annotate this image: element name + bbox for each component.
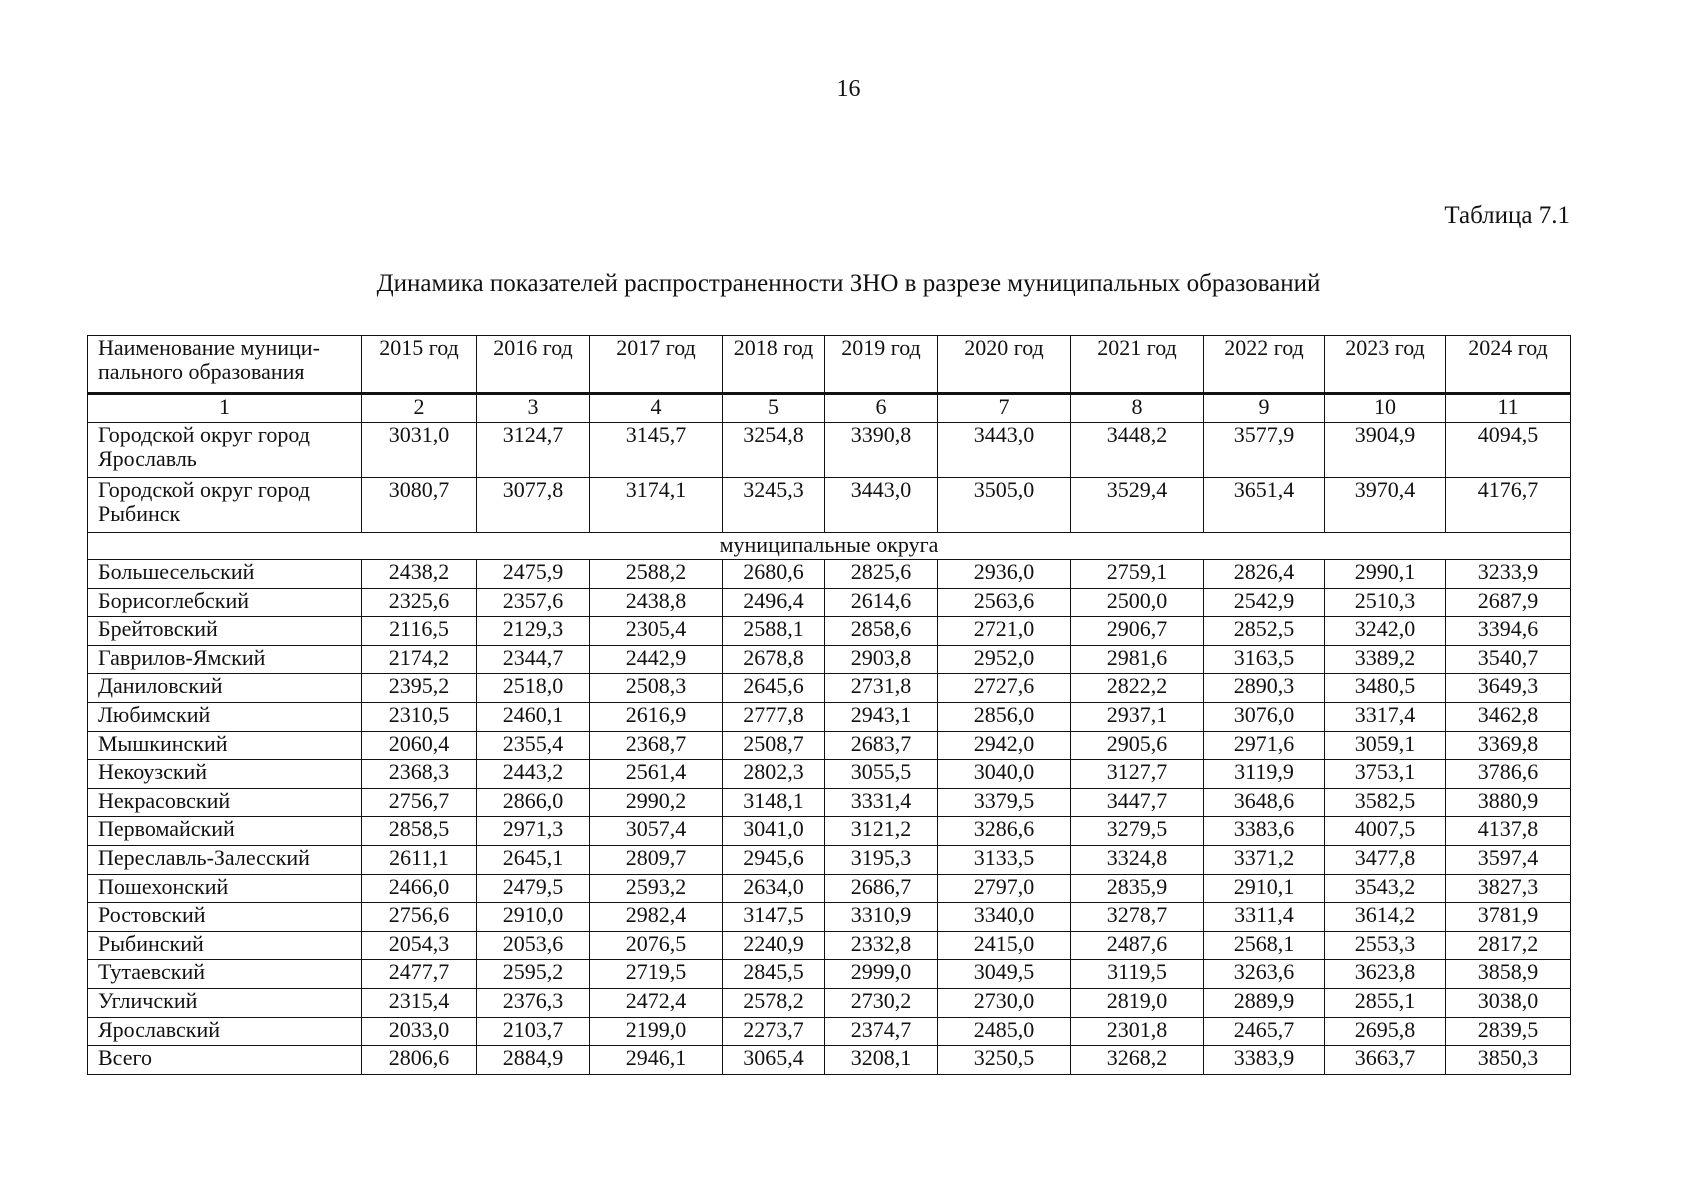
value-cell: 3394,6 bbox=[1446, 617, 1571, 646]
value-cell: 3577,9 bbox=[1204, 423, 1325, 478]
column-number-cell: 1 bbox=[88, 394, 362, 423]
table-row bbox=[88, 702, 1571, 731]
value-cell: 3208,1 bbox=[825, 1046, 938, 1075]
value-cell: 2518,0 bbox=[477, 674, 590, 703]
table-row bbox=[88, 874, 1571, 903]
value-cell: 3383,6 bbox=[1204, 817, 1325, 846]
value-cell: 3242,0 bbox=[1325, 617, 1446, 646]
value-cell: 3145,7 bbox=[590, 423, 723, 478]
table-row bbox=[88, 423, 1571, 478]
value-cell: 2438,8 bbox=[590, 588, 723, 617]
value-cell: 2721,0 bbox=[938, 617, 1071, 646]
value-cell: 2240,9 bbox=[723, 931, 825, 960]
value-cell: 2858,6 bbox=[825, 617, 938, 646]
value-cell: 3310,9 bbox=[825, 903, 938, 932]
value-cell: 3383,9 bbox=[1204, 1046, 1325, 1075]
prevalence-table bbox=[87, 335, 1571, 1075]
value-cell: 2588,1 bbox=[723, 617, 825, 646]
column-number-cell: 2 bbox=[362, 394, 477, 423]
value-cell: 2273,7 bbox=[723, 1017, 825, 1046]
value-cell: 2508,7 bbox=[723, 731, 825, 760]
value-cell: 2357,6 bbox=[477, 588, 590, 617]
value-cell: 2730,2 bbox=[825, 988, 938, 1017]
value-cell: 3163,5 bbox=[1204, 645, 1325, 674]
value-cell: 2719,5 bbox=[590, 960, 723, 989]
value-cell: 2946,1 bbox=[590, 1046, 723, 1075]
value-cell: 3286,6 bbox=[938, 817, 1071, 846]
value-cell: 3324,8 bbox=[1071, 845, 1204, 874]
value-cell: 3124,7 bbox=[477, 423, 590, 478]
municipality-name: Любимский bbox=[88, 702, 362, 731]
value-cell: 2443,2 bbox=[477, 760, 590, 789]
value-cell: 2054,3 bbox=[362, 931, 477, 960]
municipality-name: Рыбинский bbox=[88, 931, 362, 960]
table-row bbox=[88, 674, 1571, 703]
municipality-name: Городской округ город Рыбинск bbox=[88, 478, 362, 533]
value-cell: 2508,3 bbox=[590, 674, 723, 703]
value-cell: 3311,4 bbox=[1204, 903, 1325, 932]
header-year: 2022 год bbox=[1204, 336, 1325, 394]
value-cell: 2730,0 bbox=[938, 988, 1071, 1017]
value-cell: 2438,2 bbox=[362, 560, 477, 589]
value-cell: 2756,6 bbox=[362, 903, 477, 932]
value-cell: 2368,3 bbox=[362, 760, 477, 789]
value-cell: 3065,4 bbox=[723, 1046, 825, 1075]
page-number: 16 bbox=[836, 76, 861, 102]
value-cell: 2053,6 bbox=[477, 931, 590, 960]
table-row bbox=[88, 1046, 1571, 1075]
value-cell: 3254,8 bbox=[723, 423, 825, 478]
value-cell: 3443,0 bbox=[938, 423, 1071, 478]
value-cell: 2588,2 bbox=[590, 560, 723, 589]
value-cell: 3121,2 bbox=[825, 817, 938, 846]
value-cell: 2835,9 bbox=[1071, 874, 1204, 903]
value-cell: 3268,2 bbox=[1071, 1046, 1204, 1075]
value-cell: 2806,6 bbox=[362, 1046, 477, 1075]
value-cell: 3786,6 bbox=[1446, 760, 1571, 789]
table-row bbox=[88, 760, 1571, 789]
table-row bbox=[88, 845, 1571, 874]
table-row bbox=[88, 645, 1571, 674]
value-cell: 2982,4 bbox=[590, 903, 723, 932]
value-cell: 3582,5 bbox=[1325, 788, 1446, 817]
value-cell: 2903,8 bbox=[825, 645, 938, 674]
value-cell: 2614,6 bbox=[825, 588, 938, 617]
value-cell: 2485,0 bbox=[938, 1017, 1071, 1046]
value-cell: 2845,5 bbox=[723, 960, 825, 989]
value-cell: 3041,0 bbox=[723, 817, 825, 846]
table-row bbox=[88, 1017, 1571, 1046]
column-number-cell: 7 bbox=[938, 394, 1071, 423]
value-cell: 3651,4 bbox=[1204, 478, 1325, 533]
value-cell: 2578,2 bbox=[723, 988, 825, 1017]
value-cell: 2442,9 bbox=[590, 645, 723, 674]
value-cell: 2910,1 bbox=[1204, 874, 1325, 903]
value-cell: 2952,0 bbox=[938, 645, 1071, 674]
value-cell: 2344,7 bbox=[477, 645, 590, 674]
value-cell: 2819,0 bbox=[1071, 988, 1204, 1017]
value-cell: 2332,8 bbox=[825, 931, 938, 960]
value-cell: 2905,6 bbox=[1071, 731, 1204, 760]
municipality-name: Городской округ город Ярославль bbox=[88, 423, 362, 478]
value-cell: 2890,3 bbox=[1204, 674, 1325, 703]
value-cell: 2999,0 bbox=[825, 960, 938, 989]
value-cell: 3529,4 bbox=[1071, 478, 1204, 533]
value-cell: 2563,6 bbox=[938, 588, 1071, 617]
value-cell: 3505,0 bbox=[938, 478, 1071, 533]
value-cell: 2593,2 bbox=[590, 874, 723, 903]
value-cell: 2301,8 bbox=[1071, 1017, 1204, 1046]
value-cell: 2611,1 bbox=[362, 845, 477, 874]
value-cell: 2866,0 bbox=[477, 788, 590, 817]
municipality-name: Пошехонский bbox=[88, 874, 362, 903]
value-cell: 2797,0 bbox=[938, 874, 1071, 903]
value-cell: 3279,5 bbox=[1071, 817, 1204, 846]
value-cell: 3858,9 bbox=[1446, 960, 1571, 989]
value-cell: 2033,0 bbox=[362, 1017, 477, 1046]
municipality-name: Всего bbox=[88, 1046, 362, 1075]
value-cell: 3827,3 bbox=[1446, 874, 1571, 903]
value-cell: 3055,5 bbox=[825, 760, 938, 789]
value-cell: 2858,5 bbox=[362, 817, 477, 846]
column-number-cell: 5 bbox=[723, 394, 825, 423]
value-cell: 3038,0 bbox=[1446, 988, 1571, 1017]
header-year: 2019 год bbox=[825, 336, 938, 394]
value-cell: 3250,5 bbox=[938, 1046, 1071, 1075]
value-cell: 3649,3 bbox=[1446, 674, 1571, 703]
value-cell: 2368,7 bbox=[590, 731, 723, 760]
value-cell: 2825,6 bbox=[825, 560, 938, 589]
value-cell: 2936,0 bbox=[938, 560, 1071, 589]
value-cell: 2945,6 bbox=[723, 845, 825, 874]
header-name-column: Наименование муници- пального образования bbox=[88, 336, 362, 394]
value-cell: 2465,7 bbox=[1204, 1017, 1325, 1046]
value-cell: 3371,2 bbox=[1204, 845, 1325, 874]
table-row bbox=[88, 788, 1571, 817]
value-cell: 2683,7 bbox=[825, 731, 938, 760]
value-cell: 3233,9 bbox=[1446, 560, 1571, 589]
value-cell: 2116,5 bbox=[362, 617, 477, 646]
value-cell: 3448,2 bbox=[1071, 423, 1204, 478]
value-cell: 3057,4 bbox=[590, 817, 723, 846]
table-row bbox=[88, 960, 1571, 989]
value-cell: 3317,4 bbox=[1325, 702, 1446, 731]
value-cell: 2553,3 bbox=[1325, 931, 1446, 960]
value-cell: 2510,3 bbox=[1325, 588, 1446, 617]
value-cell: 3148,1 bbox=[723, 788, 825, 817]
value-cell: 2943,1 bbox=[825, 702, 938, 731]
value-cell: 2103,7 bbox=[477, 1017, 590, 1046]
municipality-name: Переславль-Залесский bbox=[88, 845, 362, 874]
value-cell: 2756,7 bbox=[362, 788, 477, 817]
value-cell: 2376,3 bbox=[477, 988, 590, 1017]
value-cell: 3970,4 bbox=[1325, 478, 1446, 533]
value-cell: 2616,9 bbox=[590, 702, 723, 731]
value-cell: 3379,5 bbox=[938, 788, 1071, 817]
value-cell: 3781,9 bbox=[1446, 903, 1571, 932]
value-cell: 2568,1 bbox=[1204, 931, 1325, 960]
value-cell: 2937,1 bbox=[1071, 702, 1204, 731]
value-cell: 2971,3 bbox=[477, 817, 590, 846]
value-cell: 3040,0 bbox=[938, 760, 1071, 789]
value-cell: 2971,6 bbox=[1204, 731, 1325, 760]
value-cell: 2759,1 bbox=[1071, 560, 1204, 589]
value-cell: 2687,9 bbox=[1446, 588, 1571, 617]
value-cell: 2310,5 bbox=[362, 702, 477, 731]
column-number-cell: 10 bbox=[1325, 394, 1446, 423]
table-row bbox=[88, 931, 1571, 960]
value-cell: 2852,5 bbox=[1204, 617, 1325, 646]
table-row bbox=[88, 731, 1571, 760]
column-number-cell: 3 bbox=[477, 394, 590, 423]
value-cell: 2802,3 bbox=[723, 760, 825, 789]
value-cell: 2680,6 bbox=[723, 560, 825, 589]
value-cell: 2727,6 bbox=[938, 674, 1071, 703]
value-cell: 3127,7 bbox=[1071, 760, 1204, 789]
value-cell: 2990,2 bbox=[590, 788, 723, 817]
value-cell: 4176,7 bbox=[1446, 478, 1571, 533]
value-cell: 2990,1 bbox=[1325, 560, 1446, 589]
municipality-name: Брейтовский bbox=[88, 617, 362, 646]
value-cell: 2855,1 bbox=[1325, 988, 1446, 1017]
value-cell: 3059,1 bbox=[1325, 731, 1446, 760]
value-cell: 2199,0 bbox=[590, 1017, 723, 1046]
value-cell: 3904,9 bbox=[1325, 423, 1446, 478]
value-cell: 2884,9 bbox=[477, 1046, 590, 1075]
value-cell: 2809,7 bbox=[590, 845, 723, 874]
value-cell: 3389,2 bbox=[1325, 645, 1446, 674]
value-cell: 3597,4 bbox=[1446, 845, 1571, 874]
value-cell: 3031,0 bbox=[362, 423, 477, 478]
header-year: 2017 год bbox=[590, 336, 723, 394]
table-row bbox=[88, 617, 1571, 646]
municipality-name: Угличский bbox=[88, 988, 362, 1017]
value-cell: 3753,1 bbox=[1325, 760, 1446, 789]
value-cell: 2477,7 bbox=[362, 960, 477, 989]
value-cell: 2777,8 bbox=[723, 702, 825, 731]
value-cell: 2731,8 bbox=[825, 674, 938, 703]
value-cell: 2817,2 bbox=[1446, 931, 1571, 960]
section-label: муниципальные округа bbox=[88, 533, 1571, 560]
value-cell: 3340,0 bbox=[938, 903, 1071, 932]
value-cell: 3119,9 bbox=[1204, 760, 1325, 789]
municipality-name: Ростовский bbox=[88, 903, 362, 932]
column-number-cell: 9 bbox=[1204, 394, 1325, 423]
table-row bbox=[88, 817, 1571, 846]
value-cell: 2822,2 bbox=[1071, 674, 1204, 703]
value-cell: 2645,6 bbox=[723, 674, 825, 703]
value-cell: 2561,4 bbox=[590, 760, 723, 789]
value-cell: 2634,0 bbox=[723, 874, 825, 903]
header-year: 2015 год bbox=[362, 336, 477, 394]
value-cell: 2942,0 bbox=[938, 731, 1071, 760]
municipality-name: Даниловский bbox=[88, 674, 362, 703]
value-cell: 3663,7 bbox=[1325, 1046, 1446, 1075]
value-cell: 3369,8 bbox=[1446, 731, 1571, 760]
column-number-cell: 6 bbox=[825, 394, 938, 423]
value-cell: 2981,6 bbox=[1071, 645, 1204, 674]
value-cell: 2695,8 bbox=[1325, 1017, 1446, 1046]
column-number-row bbox=[88, 394, 1571, 423]
value-cell: 2839,5 bbox=[1446, 1017, 1571, 1046]
municipality-name: Ярославский bbox=[88, 1017, 362, 1046]
municipality-name: Тутаевский bbox=[88, 960, 362, 989]
value-cell: 3480,5 bbox=[1325, 674, 1446, 703]
value-cell: 3331,4 bbox=[825, 788, 938, 817]
table-title: Динамика показателей распространенности ЗНО в разрезе муниципальных образований bbox=[376, 270, 1321, 297]
value-cell: 3477,8 bbox=[1325, 845, 1446, 874]
value-cell: 3462,8 bbox=[1446, 702, 1571, 731]
value-cell: 3623,8 bbox=[1325, 960, 1446, 989]
value-cell: 2542,9 bbox=[1204, 588, 1325, 617]
value-cell: 2325,6 bbox=[362, 588, 477, 617]
value-cell: 3443,0 bbox=[825, 478, 938, 533]
value-cell: 2678,8 bbox=[723, 645, 825, 674]
municipality-name: Борисоглебский bbox=[88, 588, 362, 617]
column-number-cell: 11 bbox=[1446, 394, 1571, 423]
municipality-name: Мышкинский bbox=[88, 731, 362, 760]
value-cell: 2889,9 bbox=[1204, 988, 1325, 1017]
value-cell: 3850,3 bbox=[1446, 1046, 1571, 1075]
column-number-cell: 4 bbox=[590, 394, 723, 423]
value-cell: 3880,9 bbox=[1446, 788, 1571, 817]
value-cell: 3648,6 bbox=[1204, 788, 1325, 817]
value-cell: 3077,8 bbox=[477, 478, 590, 533]
value-cell: 2472,4 bbox=[590, 988, 723, 1017]
value-cell: 3245,3 bbox=[723, 478, 825, 533]
municipality-name: Гаврилов-Ямский bbox=[88, 645, 362, 674]
column-number-cell: 8 bbox=[1071, 394, 1204, 423]
value-cell: 3195,3 bbox=[825, 845, 938, 874]
value-cell: 2415,0 bbox=[938, 931, 1071, 960]
value-cell: 2129,3 bbox=[477, 617, 590, 646]
value-cell: 2479,5 bbox=[477, 874, 590, 903]
table-row bbox=[88, 903, 1571, 932]
value-cell: 2595,2 bbox=[477, 960, 590, 989]
table-label: Таблица 7.1 bbox=[1444, 202, 1570, 229]
value-cell: 3080,7 bbox=[362, 478, 477, 533]
value-cell: 2466,0 bbox=[362, 874, 477, 903]
value-cell: 2395,2 bbox=[362, 674, 477, 703]
value-cell: 2076,5 bbox=[590, 931, 723, 960]
value-cell: 3543,2 bbox=[1325, 874, 1446, 903]
value-cell: 2826,4 bbox=[1204, 560, 1325, 589]
value-cell: 2496,4 bbox=[723, 588, 825, 617]
table-row bbox=[88, 988, 1571, 1017]
header-year: 2021 год bbox=[1071, 336, 1204, 394]
section-row bbox=[88, 533, 1571, 560]
value-cell: 4094,5 bbox=[1446, 423, 1571, 478]
value-cell: 3614,2 bbox=[1325, 903, 1446, 932]
value-cell: 2910,0 bbox=[477, 903, 590, 932]
municipality-name: Большесельский bbox=[88, 560, 362, 589]
value-cell: 3133,5 bbox=[938, 845, 1071, 874]
value-cell: 2500,0 bbox=[1071, 588, 1204, 617]
value-cell: 2686,7 bbox=[825, 874, 938, 903]
value-cell: 2355,4 bbox=[477, 731, 590, 760]
value-cell: 2487,6 bbox=[1071, 931, 1204, 960]
header-year: 2020 год bbox=[938, 336, 1071, 394]
header-year: 2023 год bbox=[1325, 336, 1446, 394]
header-year: 2018 год bbox=[723, 336, 825, 394]
value-cell: 2060,4 bbox=[362, 731, 477, 760]
header-year: 2016 год bbox=[477, 336, 590, 394]
value-cell: 2475,9 bbox=[477, 560, 590, 589]
header-year: 2024 год bbox=[1446, 336, 1571, 394]
value-cell: 2374,7 bbox=[825, 1017, 938, 1046]
value-cell: 3540,7 bbox=[1446, 645, 1571, 674]
value-cell: 3278,7 bbox=[1071, 903, 1204, 932]
value-cell: 3390,8 bbox=[825, 423, 938, 478]
value-cell: 3076,0 bbox=[1204, 702, 1325, 731]
value-cell: 3119,5 bbox=[1071, 960, 1204, 989]
value-cell: 2305,4 bbox=[590, 617, 723, 646]
value-cell: 3147,5 bbox=[723, 903, 825, 932]
value-cell: 2174,2 bbox=[362, 645, 477, 674]
value-cell: 4137,8 bbox=[1446, 817, 1571, 846]
table-row bbox=[88, 560, 1571, 589]
value-cell: 4007,5 bbox=[1325, 817, 1446, 846]
value-cell: 3049,5 bbox=[938, 960, 1071, 989]
value-cell: 2856,0 bbox=[938, 702, 1071, 731]
table-row bbox=[88, 588, 1571, 617]
value-cell: 3263,6 bbox=[1204, 960, 1325, 989]
value-cell: 3447,7 bbox=[1071, 788, 1204, 817]
value-cell: 2906,7 bbox=[1071, 617, 1204, 646]
header-row bbox=[88, 336, 1571, 394]
table-row bbox=[88, 478, 1571, 533]
value-cell: 3174,1 bbox=[590, 478, 723, 533]
value-cell: 2460,1 bbox=[477, 702, 590, 731]
municipality-name: Некрасовский bbox=[88, 788, 362, 817]
value-cell: 2645,1 bbox=[477, 845, 590, 874]
value-cell: 2315,4 bbox=[362, 988, 477, 1017]
municipality-name: Первомайский bbox=[88, 817, 362, 846]
municipality-name: Некоузский bbox=[88, 760, 362, 789]
